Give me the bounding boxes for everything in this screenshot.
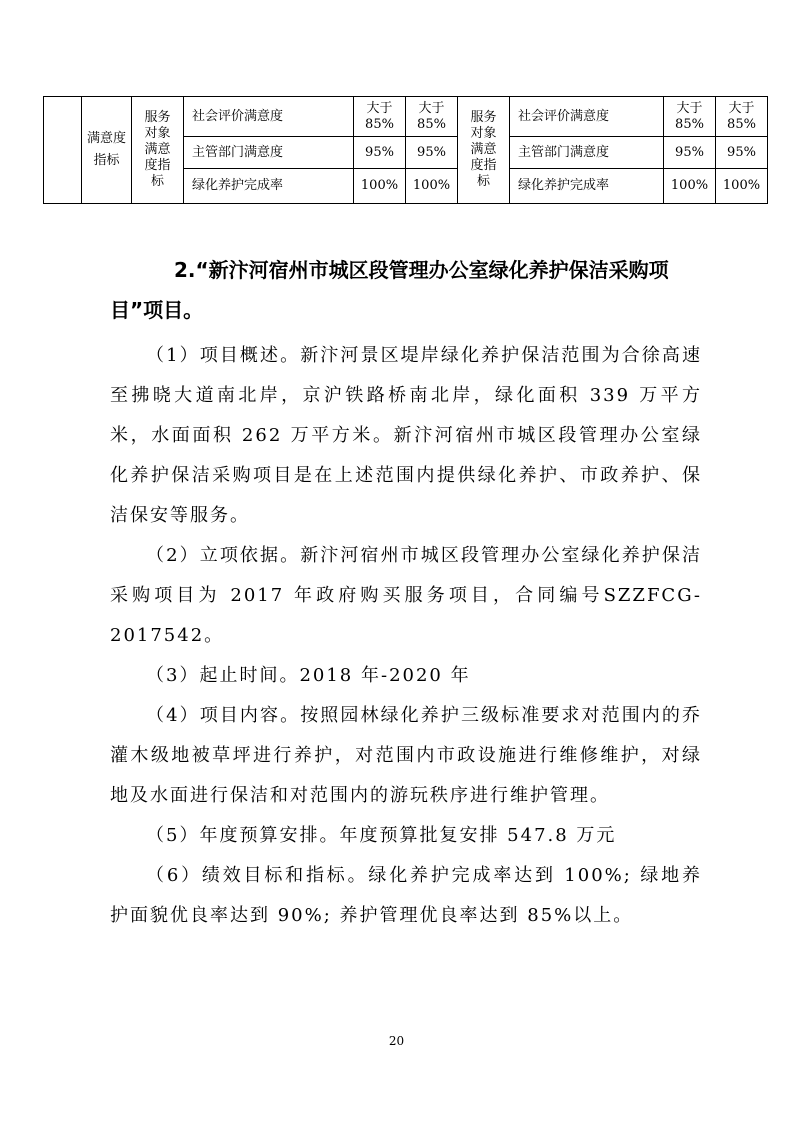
section-heading — [110, 250, 730, 330]
paragraph-basis: （2）立项依据。新汴河宿州市城区段管理办公室绿化养护保洁采购项目为 2017 年政府购买服务项目，合同编号SZZFCG-2017542。 — [110, 545, 702, 646]
subcategory-right-line: 服务 — [470, 110, 497, 125]
paragraph-period: （3）起止时间。2018 年-2020 年 — [146, 665, 471, 686]
paragraph-overview: （1）项目概述。新汴河景区堤岸绿化养护保洁范围为合徐高速至拂晓大道南北岸，京沪铁路桥南北岸，绿化面积 339 万平方米，水面面积 262 万平方米。新汴河宿州市城区段管理办公室绿化养护保洁采购项目是在上述范围内提供绿化养护、市政养护、保洁保安等服务。 — [110, 345, 702, 526]
table-cell-value: 大于85% — [406, 97, 458, 137]
table-cell-value: 100% — [406, 169, 458, 204]
table-cell-item: 社会评价满意度 — [184, 97, 354, 137]
category-cell — [82, 97, 132, 204]
subcategory-left-line: 度指 — [144, 158, 171, 173]
table-cell-value: 95% — [664, 137, 716, 169]
table-cell-value: 95% — [716, 137, 768, 169]
table-cell-value: 大于85% — [664, 97, 716, 137]
table-cell-value: 95% — [354, 137, 406, 169]
category-label: 满意度指标 — [86, 131, 126, 168]
paragraph-content: （4）项目内容。按照园林绿化养护三级标准要求对范围内的乔灌木级地被草坪进行养护，对范围内市政设施进行维修维护，对绿地及水面进行保洁和对范围内的游玩秩序进行维护管理。 — [110, 705, 702, 806]
subcategory-right-cell — [458, 97, 510, 204]
table-cell-item: 社会评价满意度 — [510, 97, 664, 137]
subcategory-left-line: 对象 — [144, 126, 171, 141]
subcategory-left-cell — [132, 97, 184, 204]
table-cell-value: 100% — [354, 169, 406, 204]
table-cell-item: 主管部门满意度 — [184, 137, 354, 169]
subcategory-left-line: 标 — [150, 174, 164, 189]
paragraph-budget: （5）年度预算安排。年度预算批复安排 547.8 万元 — [146, 825, 617, 846]
subcategory-right-line: 满意 — [470, 142, 497, 157]
section-heading-line: 2.“新汴河宿州市城区段管理办公室绿化养护保洁采购项 — [174, 258, 669, 282]
performance-indicator-table — [43, 96, 768, 204]
page-number: 20 — [388, 1034, 405, 1048]
table-cell-value: 大于85% — [354, 97, 406, 137]
table-empty-cell — [44, 97, 82, 204]
table-cell-item: 绿化养护完成率 — [184, 169, 354, 204]
subcategory-right-line: 标 — [476, 174, 490, 189]
body-text — [110, 336, 702, 936]
table-cell-value: 95% — [406, 137, 458, 169]
subcategory-left-line: 服务 — [144, 110, 171, 125]
table-cell-item: 主管部门满意度 — [510, 137, 664, 169]
table-cell-value: 100% — [664, 169, 716, 204]
subcategory-left-line: 满意 — [144, 142, 171, 157]
section-heading-line: 目”项目。 — [110, 298, 204, 322]
table-cell-value: 100% — [716, 169, 768, 204]
paragraph-targets: （6）绩效目标和指标。绿化养护完成率达到 100%; 绿地养护面貌优良率达到 90%; 养护管理优良率达到 85%以上。 — [110, 865, 702, 926]
table-cell-item: 绿化养护完成率 — [510, 169, 664, 204]
subcategory-right-line: 对象 — [470, 126, 497, 141]
table-cell-value: 大于85% — [716, 97, 768, 137]
subcategory-right-line: 度指 — [470, 158, 497, 173]
